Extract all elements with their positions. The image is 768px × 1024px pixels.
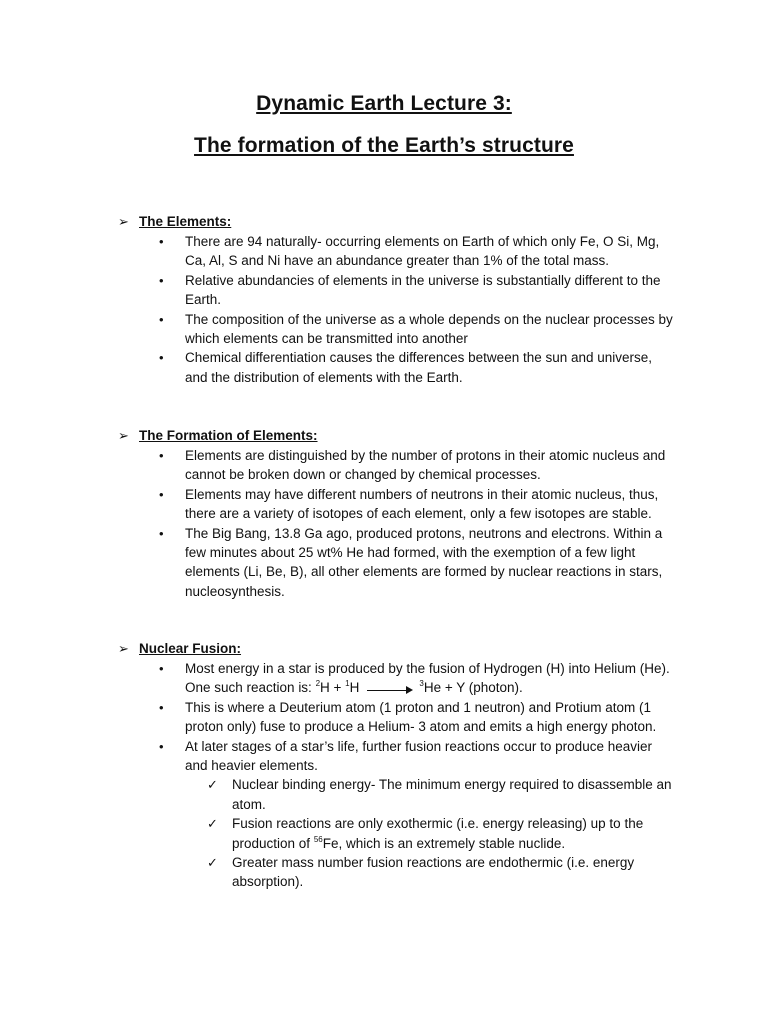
reaction-arrow-icon [367, 684, 413, 694]
arrow-bullet-icon: ➢ [118, 214, 129, 229]
sub-item-text: Nuclear binding energy- The minimum energy required to disassemble an atom. [232, 777, 672, 812]
sub-item-text: Greater mass number fusion reactions are endothermic (i.e. energy absorption). [232, 855, 635, 890]
bullet-dot-icon: • [159, 661, 164, 676]
section-the-elements [118, 212, 678, 387]
section-title: Nuclear Fusion: [139, 641, 242, 656]
bullet-dot-icon: • [159, 525, 164, 541]
list-item-text: The Big Bang, 13.8 Ga ago, produced protons, neutrons and electrons. Within a few minutes about 25 wt% He had formed, with the exemption of a few light elements (Li, Be, B), all other elements are formed by nuclear reactions in stars, nucleosynthesis. [185, 525, 663, 599]
isotope-mass-number: 3 [419, 679, 424, 689]
list-item-text: This is where a Deuterium atom (1 proton and 1 neutron) and Protium atom (1 proton only) fuse to produce a Helium- 3 atom and emits a high energy photon. [185, 699, 657, 735]
reaction-part: H [349, 680, 360, 696]
section-title: The Elements: [139, 214, 232, 229]
list-item [118, 310, 678, 349]
bullet-dot-icon: • [159, 486, 164, 502]
list-item [118, 348, 678, 387]
fusion-text: Most energy in a star is produced by the fusion of Hydrogen (H) into Helium (He). One such reaction is: [185, 661, 670, 696]
bullet-list [118, 232, 678, 387]
section-heading [118, 212, 678, 232]
bullet-dot-icon: • [159, 699, 164, 715]
bullet-dot-icon: • [159, 234, 164, 249]
list-item [118, 271, 678, 310]
sub-list [185, 775, 678, 891]
isotope-mass-number: 2 [315, 679, 321, 689]
sub-list-item [118, 853, 678, 892]
list-item-text: There are 94 naturally- occurring elements on Earth of which only Fe, O Si, Mg, Ca, Al, S and Ni have an abundance greater than 1% of the total mass. [185, 234, 660, 269]
section-heading [118, 639, 678, 659]
reaction-part: H + [320, 680, 346, 696]
list-item [118, 659, 678, 698]
list-item-text: At later stages of a star’s life, further fusion reactions occur to produce heavier and heavier elements. [185, 738, 652, 774]
list-item [118, 698, 678, 737]
document-title: Dynamic Earth Lecture 3: [256, 92, 512, 115]
section-nuclear-fusion [118, 639, 678, 892]
section-title: The Formation of Elements: [139, 428, 318, 443]
arrow-bullet-icon: ➢ [118, 428, 129, 443]
sub-item-text: Fe, which is an extremely stable nuclide. [322, 835, 566, 851]
section-formation-of-elements [118, 426, 678, 601]
list-item [118, 485, 678, 524]
bullet-dot-icon: • [159, 272, 164, 288]
list-item-text: Elements may have different numbers of neutrons in their atomic nucleus, thus, there are a variety of isotopes of each element, only a few isotopes are stable. [185, 486, 659, 522]
arrow-bullet-icon: ➢ [118, 641, 129, 656]
check-mark-icon: ✓ [207, 777, 218, 793]
bullet-list [118, 446, 678, 601]
check-mark-icon: ✓ [207, 855, 218, 871]
reaction-product: He + Y (photon). [423, 680, 523, 696]
section-heading [118, 426, 678, 446]
list-item-text: The composition of the universe as a whole depends on the nuclear processes by which elements can be transmitted into another [185, 311, 673, 347]
document-subtitle: The formation of the Earth’s structure [194, 134, 574, 157]
list-item [118, 446, 678, 485]
list-item [118, 232, 678, 271]
list-item-text: Chemical differentiation causes the differences between the sun and universe, and the distribution of elements with the Earth. [185, 350, 653, 385]
bullet-dot-icon: • [159, 350, 164, 366]
isotope-mass-number: 56 [313, 834, 323, 844]
sub-list-item [118, 814, 678, 853]
list-item-text: Relative abundancies of elements in the universe is substantially different to the Earth. [185, 272, 661, 308]
sub-item-text: Fusion reactions are only exothermic (i.e. energy releasing) up to the production of [232, 816, 644, 851]
list-item [118, 524, 678, 602]
bullet-dot-icon: • [159, 738, 164, 754]
check-mark-icon: ✓ [207, 816, 218, 832]
list-item-text: Elements are distinguished by the number of protons in their atomic nucleus and cannot be broken down or changed by chemical processes. [185, 448, 666, 483]
sub-list-item [118, 775, 678, 814]
bullet-dot-icon: • [159, 311, 164, 327]
bullet-list [118, 659, 678, 892]
bullet-dot-icon: • [159, 448, 164, 463]
list-item [118, 737, 678, 892]
isotope-mass-number: 1 [345, 679, 350, 689]
